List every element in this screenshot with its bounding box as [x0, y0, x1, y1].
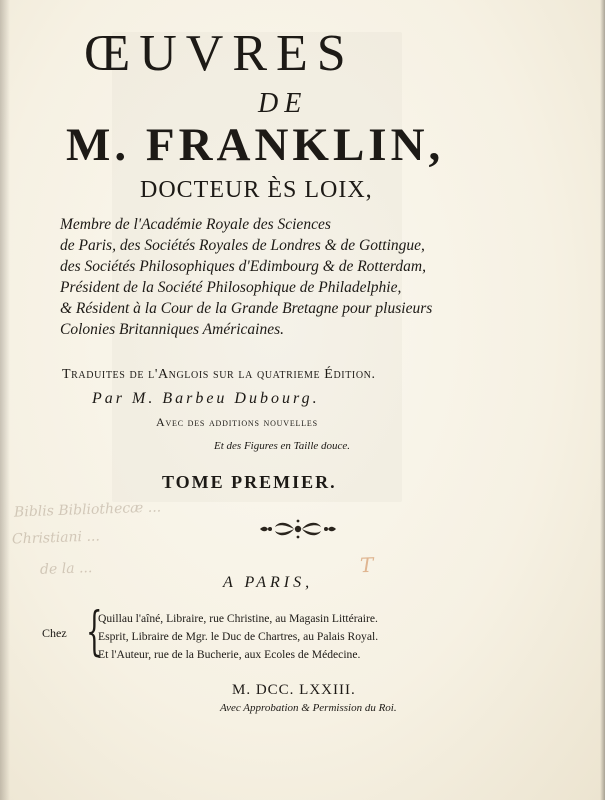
title-oeuvres: ŒUVRES [84, 25, 355, 82]
publishers-block [98, 610, 378, 664]
publisher-line: Esprit, Libraire de Mgr. le Duc de Chartres, au Palais Royal. [98, 630, 379, 643]
translator-line: Par M. Barbeu Dubourg. [92, 390, 320, 407]
fleuron-ornament-icon [248, 518, 348, 540]
translation-note: Traduites de l'Anglois sur la quatrieme Édition. [62, 367, 376, 382]
manuscript-note-2: Christiani ... [11, 528, 101, 548]
membership-line: Colonies Britanniques Américaines. [60, 321, 285, 338]
author-name: M. FRANKLIN, [66, 119, 445, 171]
figures-line: Et des Figures en Taille douce. [214, 440, 351, 452]
publisher-line: Quillau l'aîné, Libraire, rue Christine, au Magasin Littéraire. [98, 612, 378, 625]
membership-line: & Résident à la Cour de la Grande Bretagne pour plusieurs [60, 300, 433, 317]
imprint-date: M. DCC. LXXIII. [232, 682, 356, 698]
additions-line: Avec des additions nouvelles [156, 415, 318, 429]
membership-line: de Paris, des Sociétés Royales de Londres & de Gottingue, [60, 237, 425, 254]
membership-line: Président de la Société Philosophique de Philadelphie, [60, 279, 402, 296]
imprint-chez: Chez [42, 626, 67, 640]
manuscript-note-3: de la ... [39, 560, 93, 578]
brace-icon: { [86, 602, 103, 662]
page-edge [600, 0, 605, 800]
manuscript-note-1: Biblis Bibliothecæ ... [13, 499, 162, 521]
memberships-block [60, 214, 530, 340]
author-degree: DOCTEUR ÈS LOIX, [140, 177, 373, 203]
title-de: DE [258, 88, 308, 119]
membership-line: Membre de l'Académie Royale des Sciences [60, 216, 331, 233]
imprint-approbation: Avec Approbation & Permission du Roi. [220, 702, 397, 714]
volume-label: TOME PREMIER. [162, 472, 337, 492]
membership-line: des Sociétés Philosophiques d'Edimbourg & de Rotterdam, [60, 258, 426, 275]
publisher-line: Et l'Auteur, rue de la Bucherie, aux Ecoles de Médecine. [98, 648, 361, 661]
manuscript-mark: T [359, 552, 374, 578]
imprint-city: A PARIS, [223, 574, 314, 591]
binding-shadow [0, 0, 10, 800]
